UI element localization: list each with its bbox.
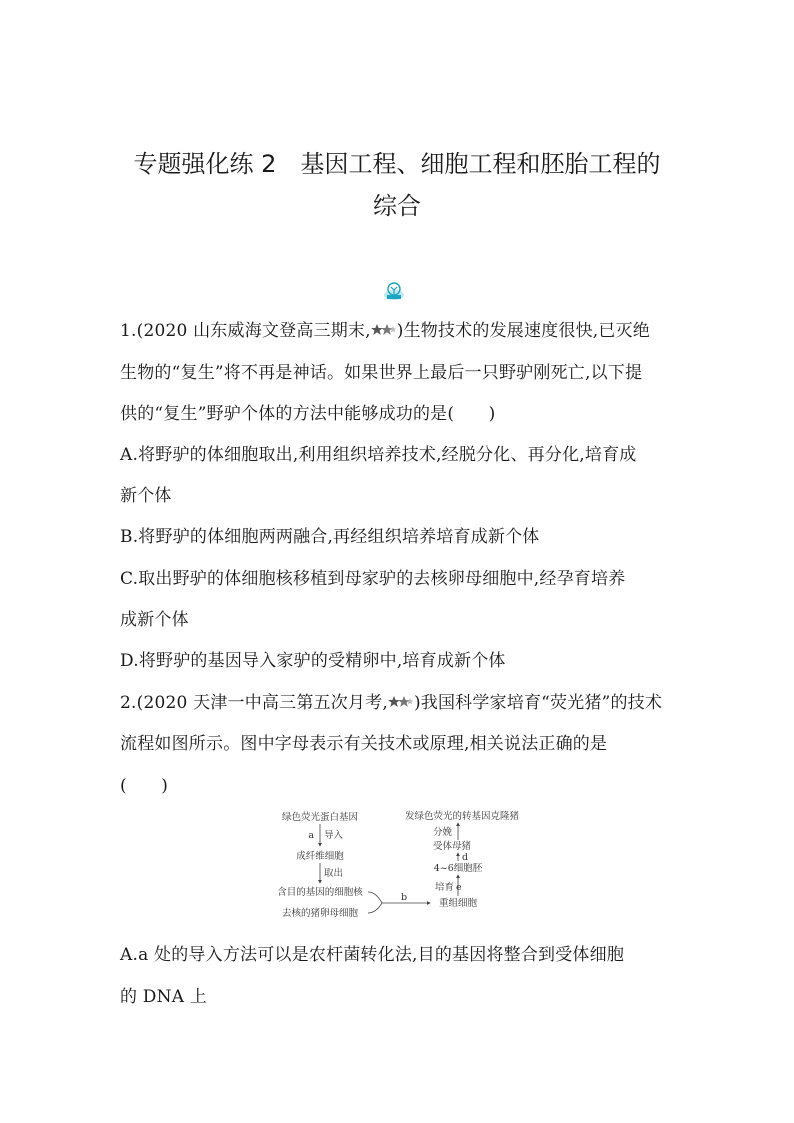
q2-line1 xyxy=(120,688,662,713)
q1-option-a-line2: 新个体 xyxy=(120,486,172,506)
q2-option-a-line2: 的 DNA 上 xyxy=(120,987,207,1007)
difficulty-stars-icon xyxy=(371,323,397,337)
label-fibroblast: 成纤维细胞 xyxy=(296,851,344,862)
q2-line3: ( ) xyxy=(120,776,169,796)
label-d: d xyxy=(462,852,469,863)
label-culture: 培育 xyxy=(434,882,454,893)
q1-option-a-line1: A.将野驴的体细胞取出,利用组织培养技术,经脱分化、再分化,培育成 xyxy=(120,445,637,465)
label-result-pig: 发绿色荧光的转基因克隆猪 xyxy=(404,811,520,822)
q1-line2: 生物的“复生”将不再是神话。如果世界上最后一只野驴刚死亡,以下提 xyxy=(120,363,643,383)
lightbulb-logo-icon xyxy=(383,281,405,301)
label-nucleus: 含目的基因的细胞核 xyxy=(277,887,363,898)
label-birth: 分娩 xyxy=(432,827,452,838)
fluorescent-pig-flowchart xyxy=(270,808,530,920)
q1-line1 xyxy=(120,316,650,341)
label-import: 导入 xyxy=(324,830,344,841)
difficulty-stars-icon xyxy=(388,695,414,709)
page-title-line1: 专题强化练 2 基因工程、细胞工程和胚胎工程的 xyxy=(133,150,661,178)
label-embryo: 4~6细胞胚 xyxy=(433,863,483,874)
q2-option-a-line1: A.a 处的导入方法可以是农杆菌转化法,目的基因将整合到受体细胞 xyxy=(120,945,625,965)
q2-line1-rest: )我国科学家培育“荧光猪”的技术 xyxy=(413,693,663,713)
page-title-line2: 综合 xyxy=(373,192,421,220)
label-extract: 取出 xyxy=(324,868,344,879)
label-reconstructed-cell: 重组细胞 xyxy=(438,898,478,909)
label-oocyte: 去核的猪卵母细胞 xyxy=(281,908,359,919)
q1-option-b: B.将野驴的体细胞两两融合,再经组织培养培育成新个体 xyxy=(120,527,540,547)
q1-line1-rest: )生物技术的发展速度很快,已灭绝 xyxy=(396,321,650,341)
q1-prefix: 1.(2020 山东威海文登高三期末, xyxy=(120,321,371,341)
label-recipient-sow: 受体母猪 xyxy=(432,841,472,852)
label-e: e xyxy=(456,882,462,893)
q2-line2: 流程如图所示。图中字母表示有关技术或原理,相关说法正确的是 xyxy=(120,734,608,754)
q2-prefix: 2.(2020 天津一中高三第五次月考, xyxy=(120,693,388,713)
q1-option-d: D.将野驴的基因导入家驴的受精卵中,培育成新个体 xyxy=(120,651,506,671)
label-b: b xyxy=(400,892,408,903)
label-a: a xyxy=(308,830,314,841)
q1-option-c-line1: C.取出野驴的体细胞核移植到母家驴的去核卵母细胞中,经孕育培养 xyxy=(120,569,626,589)
label-gfp-gene: 绿色荧光蛋白基因 xyxy=(281,812,359,823)
q1-line3: 供的“复生”野驴个体的方法中能够成功的是( ) xyxy=(120,404,496,424)
q1-option-c-line2: 成新个体 xyxy=(120,610,189,630)
